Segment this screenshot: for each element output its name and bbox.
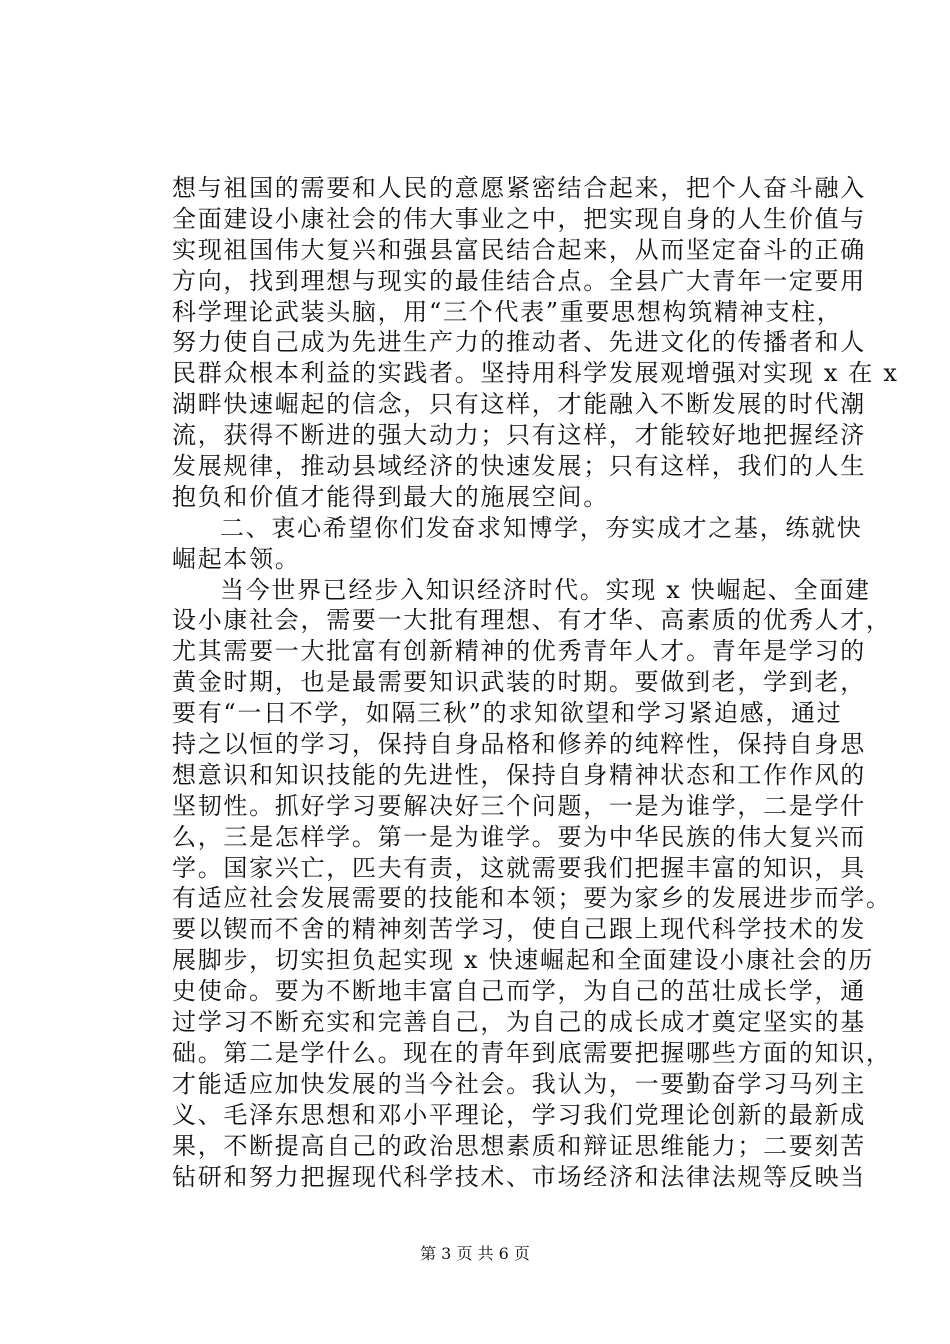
text-line: 持之以恒的学习，保持自身品格和修养的纯粹性，保持自身思	[172, 730, 866, 759]
text-line: 有适应社会发展需要的技能和本领；要为家乡的发展进步而学。	[172, 884, 892, 913]
text-line: 展脚步，切实担负起实现 x 快速崛起和全面建设小康社会的历	[172, 946, 875, 975]
text-line: 实现祖国伟大复兴和强县富民结合起来，从而坚定奋斗的正确	[172, 235, 866, 264]
text-line: 当今世界已经步入知识经济时代。实现 x 快崛起、全面建	[220, 575, 871, 604]
body-text	[172, 173, 899, 1192]
text-line: 果，不断提高自己的政治思想素质和辩证思维能力；二要刻苦	[172, 1131, 866, 1160]
section-heading-line: 崛起本领。	[172, 544, 301, 573]
text-line: 坚韧性。抓好学习要解决好三个问题，一是为谁学，二是学什	[172, 791, 866, 820]
page-footer	[0, 1244, 950, 1264]
text-line: 础。第二是学什么。现在的青年到底需要把握哪些方面的知识，	[172, 1038, 892, 1067]
page-number-label: 第 3 页 共 6 页	[420, 1244, 530, 1263]
section-heading-line: 二、衷心希望你们发奋求知博学，夯实成才之基，练就快	[220, 513, 863, 542]
text-line: 史使命。要为不断地丰富自己而学，为自己的茁壮成长学，通	[172, 977, 866, 1006]
text-line: 湖畔快速崛起的信念，只有这样，才能融入不断发展的时代潮	[172, 390, 866, 419]
text-line: 才能适应加快发展的当今社会。我认为，一要勤奋学习马列主	[172, 1069, 866, 1098]
text-line: 全面建设小康社会的伟大事业之中，把实现自身的人生价值与	[172, 204, 866, 233]
text-line: 尤其需要一大批富有创新精神的优秀青年人才。青年是学习的	[172, 637, 866, 666]
text-line: 民群众根本利益的实践者。坚持用科学发展观增强对实现 x 在 x	[172, 359, 899, 388]
text-line: 想与祖国的需要和人民的意愿紧密结合起来，把个人奋斗融入	[172, 174, 866, 202]
text-line: 么，三是怎样学。第一是为谁学。要为中华民族的伟大复兴而	[172, 822, 866, 851]
text-line: 流，获得不断进的强大动力；只有这样，才能较好地把握经济	[172, 421, 866, 450]
text-line: 想意识和知识技能的先进性，保持自身精神状态和工作作风的	[172, 760, 866, 789]
text-line: 抱负和价值才能得到最大的施展空间。	[172, 482, 609, 511]
text-line: 科学理论武装头脑，用“三个代表”重要思想构筑精神支柱，	[172, 297, 843, 326]
text-line: 方向，找到理想与现实的最佳结合点。全县广大青年一定要用	[172, 266, 866, 295]
text-line: 过学习不断充实和完善自己，为自己的成长成才奠定坚实的基	[172, 1008, 866, 1037]
text-line: 义、毛泽东思想和邓小平理论，学习我们党理论创新的最新成	[172, 1100, 866, 1129]
text-line: 努力使自己成为先进生产力的推动者、先进文化的传播者和人	[172, 328, 866, 357]
text-line: 学。国家兴亡，匹夫有责，这就需要我们把握丰富的知识，具	[172, 853, 866, 882]
text-line: 发展规律，推动县域经济的快速发展；只有这样，我们的人生	[172, 452, 866, 481]
text-line: 黄金时期，也是最需要知识武装的时期。要做到老，学到老，	[172, 668, 866, 697]
text-line: 要有“一日不学，如隔三秋”的求知欲望和学习紧迫感，通过	[172, 699, 843, 728]
text-line: 设小康社会，需要一大批有理想、有才华、高素质的优秀人才，	[172, 606, 892, 635]
text-line: 要以锲而不舍的精神刻苦学习，使自己跟上现代科学技术的发	[172, 915, 866, 944]
text-line: 钻研和努力把握现代科学技术、市场经济和法律法规等反映当	[172, 1162, 866, 1191]
